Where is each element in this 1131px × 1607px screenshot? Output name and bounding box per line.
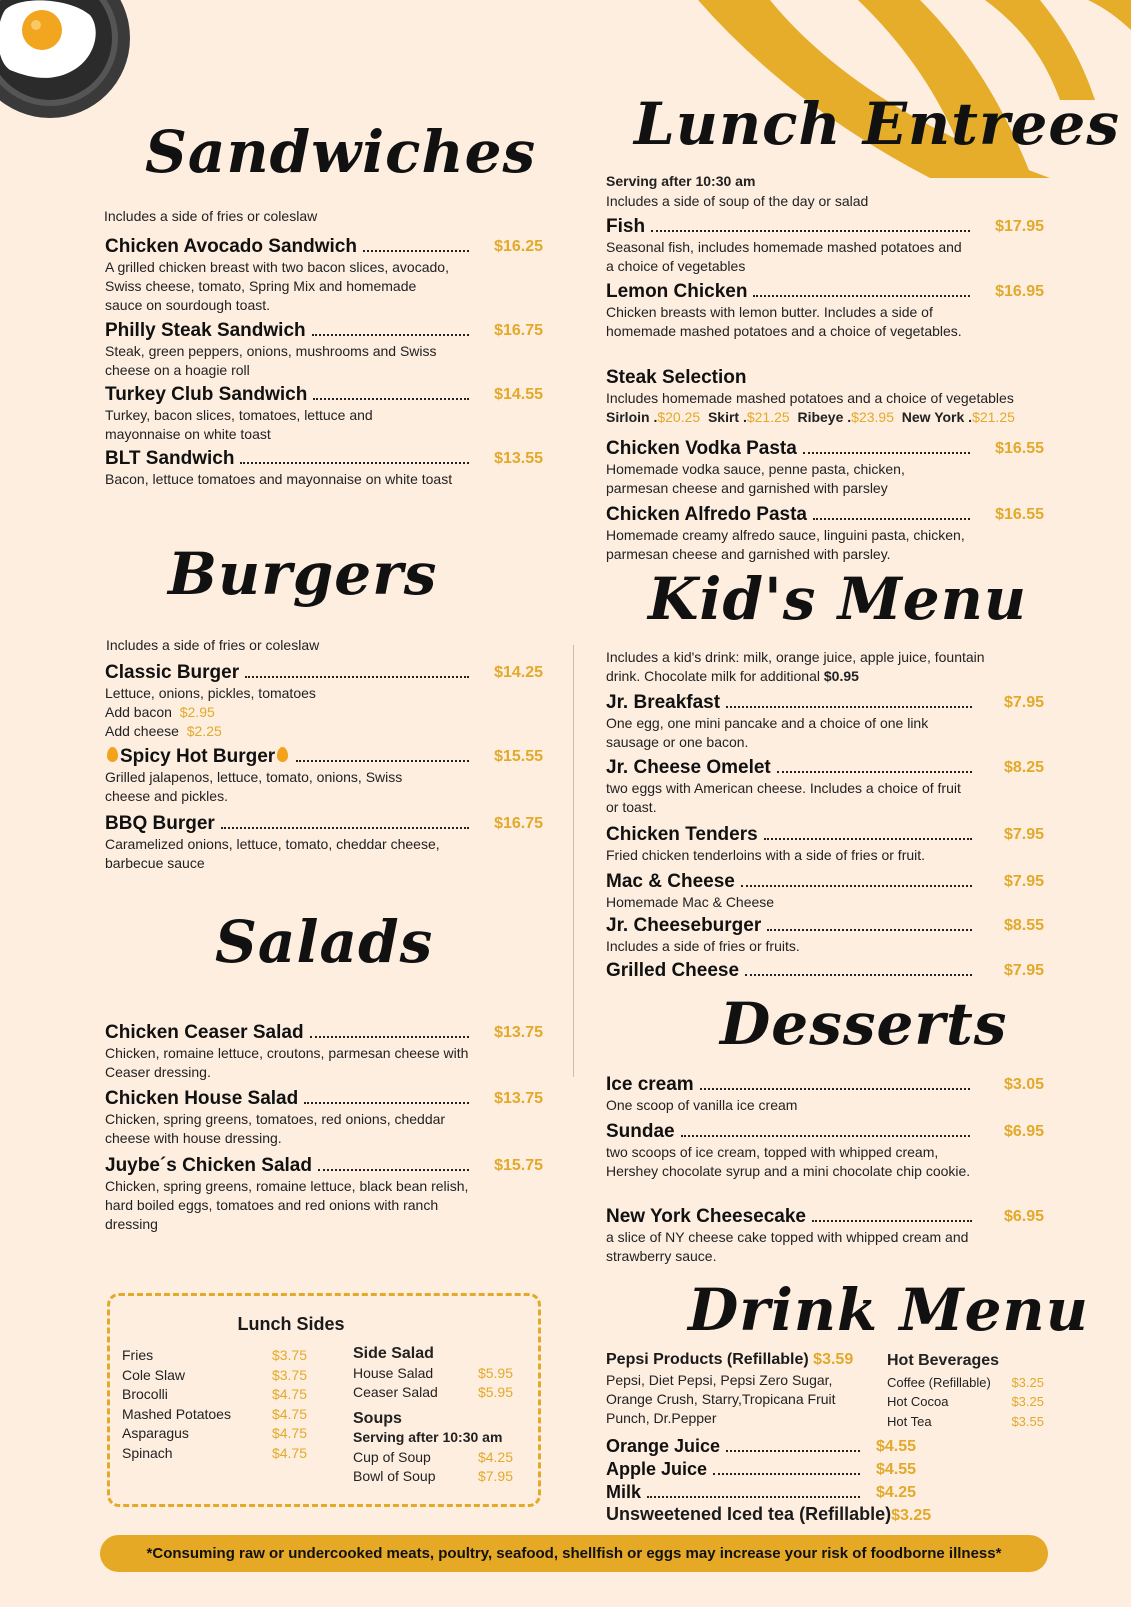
item-name: Chicken Vodka Pasta xyxy=(606,438,797,459)
item-price: $15.55 xyxy=(494,748,543,765)
soups-note: Serving after 10:30 am xyxy=(353,1429,503,1445)
item-description: Homemade vodka sauce, penne pasta, chicken, parmesan cheese and garnished with parsley xyxy=(606,461,905,496)
item-description: Chicken, romaine lettuce, croutons, parmesan cheese with Ceaser dressing. xyxy=(105,1045,469,1080)
item-price: $15.75 xyxy=(494,1157,543,1174)
column-divider xyxy=(573,645,574,1077)
item-price: $13.55 xyxy=(494,450,543,467)
item-name: Sundae xyxy=(606,1121,675,1142)
item-price: $4.55 xyxy=(875,1438,916,1455)
item-name: BBQ Burger xyxy=(105,813,215,834)
menu-item xyxy=(105,448,543,489)
flame-icon xyxy=(277,747,288,762)
item-description: Bacon, lettuce tomatoes and mayonnaise on white toast xyxy=(105,471,453,487)
item-price: $4.25 xyxy=(875,1484,916,1501)
sides-list xyxy=(122,1346,307,1463)
menu-item xyxy=(606,1436,936,1457)
desserts-title: Desserts xyxy=(720,990,1008,1058)
item-name: Jr. Breakfast xyxy=(606,692,721,713)
item-description: One egg, one mini pancake and a choice of one link sausage or one bacon. xyxy=(606,715,929,750)
item-name: Grilled Cheese xyxy=(606,960,740,981)
item-name: Jr. Cheese Omelet xyxy=(606,757,771,778)
item-description: Includes homemade mashed potatoes and a choice of vegetables xyxy=(606,390,1014,406)
item-name: Pepsi Products (Refillable) xyxy=(606,1351,809,1368)
side-row: Cole Slaw $3.75 xyxy=(122,1366,307,1383)
kids-menu-title: Kid's Menu xyxy=(648,565,1028,633)
item-description: Turkey, bacon slices, tomatoes, lettuce and mayonnaise on white toast xyxy=(105,407,373,442)
drink-row: Coffee (Refillable) $3.25 xyxy=(887,1374,1044,1390)
item-description: Includes a side of fries or fruits. xyxy=(606,938,800,954)
item-price: $3.05 xyxy=(1003,1076,1044,1093)
menu-item xyxy=(105,662,543,741)
menu-item xyxy=(606,1074,1044,1115)
item-price: $13.75 xyxy=(494,1090,543,1107)
item-name: Mac & Cheese xyxy=(606,871,735,892)
side-row: Brocolli $4.75 xyxy=(122,1386,307,1402)
side-row: Bowl of Soup $7.95 xyxy=(353,1468,513,1484)
menu-item xyxy=(105,1022,543,1082)
item-price: $3.59 xyxy=(813,1351,854,1368)
side-row: Asparagus $4.75 xyxy=(122,1425,307,1441)
pepsi-products xyxy=(606,1351,876,1428)
item-price: $8.25 xyxy=(1003,759,1044,776)
steak-cuts: Sirloin .$20.25 Skirt .$21.25 Ribeye .$23.95 New York .$21.25 xyxy=(606,409,1015,425)
addon-row: Add bacon $2.95 xyxy=(105,704,215,720)
menu-item xyxy=(105,236,543,315)
menu-item xyxy=(606,871,1044,912)
item-description: two eggs with American cheese. Includes a choice of fruit or toast. xyxy=(606,780,961,815)
item-description: Seasonal fish, includes homemade mashed potatoes and a choice of vegetables xyxy=(606,239,962,274)
foodborne-illness-warning: *Consuming raw or undercooked meats, poultry, seafood, shellfish or eggs may increase your risk of foodborne illness* xyxy=(100,1535,1048,1572)
menu-item xyxy=(105,1155,543,1234)
item-description: Chicken breasts with lemon butter. Includes a side of homemade mashed potatoes and a choice of vegetables. xyxy=(606,304,962,339)
item-price: $16.55 xyxy=(995,440,1044,457)
menu-item xyxy=(606,824,1044,865)
menu-item xyxy=(606,504,1044,564)
item-name: New York Cheesecake xyxy=(606,1206,806,1227)
item-price: $8.55 xyxy=(1003,917,1044,934)
item-name: Apple Juice xyxy=(606,1459,708,1479)
menu-item xyxy=(606,692,1044,752)
sandwiches-note: Includes a side of fries or coleslaw xyxy=(104,208,318,224)
menu-item xyxy=(606,1121,1044,1181)
menu-item xyxy=(105,746,543,806)
item-description: Fried chicken tenderloins with a side of fries or fruit. xyxy=(606,847,926,863)
item-price: $16.75 xyxy=(494,322,543,339)
item-name: BLT Sandwich xyxy=(105,448,235,469)
iced-tea xyxy=(606,1504,931,1525)
fried-egg-skillet-icon xyxy=(0,0,135,125)
item-description: Pepsi, Diet Pepsi, Pepsi Zero Sugar, Orange Crush, Starry,Tropicana Fruit Punch, Dr.Pepper xyxy=(606,1372,836,1426)
side-row: Cup of Soup $4.25 xyxy=(353,1448,513,1465)
item-price: $6.95 xyxy=(1003,1123,1044,1140)
item-name: Philly Steak Sandwich xyxy=(105,320,306,341)
item-name: Chicken Alfredo Pasta xyxy=(606,504,807,525)
menu-item xyxy=(606,757,1044,817)
soups-title: Soups xyxy=(353,1409,402,1427)
menu-item xyxy=(105,813,543,873)
item-name: Jr. Cheeseburger xyxy=(606,915,762,936)
side-salad-title: Side Salad xyxy=(353,1345,434,1362)
burgers-note: Includes a side of fries or coleslaw xyxy=(106,637,320,653)
lunch-sides-title: Lunch Sides xyxy=(237,1314,345,1334)
menu-item xyxy=(606,438,1044,498)
menu-item xyxy=(606,1206,1044,1266)
item-name: Milk xyxy=(606,1482,642,1502)
drink-row: Hot Cocoa $3.25 xyxy=(887,1394,1044,1409)
menu-item xyxy=(606,1459,936,1480)
item-name: Ice cream xyxy=(606,1074,694,1095)
item-price: $16.55 xyxy=(995,506,1044,523)
menu-item xyxy=(606,1482,936,1503)
item-name: Spicy Hot Burger xyxy=(120,746,276,767)
menu-item xyxy=(606,960,1044,982)
menu-item xyxy=(606,281,1044,341)
item-description: Homemade Mac & Cheese xyxy=(606,894,775,910)
item-description: Chicken, spring greens, romaine lettuce, black bean relish, hard boiled eggs, tomatoes and red onions with ranch dressing xyxy=(105,1178,469,1232)
hot-beverages xyxy=(887,1351,1044,1431)
item-price: $7.95 xyxy=(1003,873,1044,890)
addon-row: Add cheese $2.25 xyxy=(105,723,222,739)
hot-beverages-title: Hot Beverages xyxy=(887,1352,1000,1369)
item-description: Chicken, spring greens, tomatoes, red onions, cheddar cheese with house dressing. xyxy=(105,1111,446,1146)
item-price: $14.55 xyxy=(494,386,543,403)
item-name: Lemon Chicken xyxy=(606,281,748,302)
item-name: Fish xyxy=(606,216,646,237)
item-name: Chicken Ceaser Salad xyxy=(105,1022,304,1043)
sandwiches-title: Sandwiches xyxy=(145,118,537,186)
item-description: Homemade creamy alfredo sauce, linguini pasta, chicken, parmesan cheese and garnished with parsley. xyxy=(606,527,965,562)
item-price: $16.75 xyxy=(494,815,543,832)
menu-item xyxy=(105,320,543,380)
drink-menu-title: Drink Menu xyxy=(688,1276,1089,1344)
item-name: Juybe´s Chicken Salad xyxy=(105,1155,312,1176)
side-salad-list xyxy=(353,1344,513,1487)
item-name: Chicken Tenders xyxy=(606,824,758,845)
item-name: Turkey Club Sandwich xyxy=(105,384,308,405)
item-name: Orange Juice xyxy=(606,1436,721,1456)
item-name: Chicken House Salad xyxy=(105,1088,299,1109)
item-price: $13.75 xyxy=(494,1024,543,1041)
lunch-sides-box xyxy=(107,1293,541,1507)
item-price: $16.25 xyxy=(494,238,543,255)
lunch-entrees-title: Lunch Entrees xyxy=(634,90,1120,158)
item-price: $7.95 xyxy=(1003,694,1044,711)
item-name: Unsweetened Iced tea (Refillable) xyxy=(606,1504,892,1524)
side-row: Spinach $4.75 xyxy=(122,1444,307,1461)
menu-item xyxy=(606,915,1044,956)
item-description: Caramelized onions, lettuce, tomato, cheddar cheese, barbecue sauce xyxy=(105,836,440,871)
item-price: $16.95 xyxy=(995,283,1044,300)
salads-title: Salads xyxy=(215,908,434,976)
drink-row: Hot Tea $3.55 xyxy=(887,1413,1044,1429)
item-price: $7.95 xyxy=(1003,962,1044,979)
menu-item xyxy=(105,1088,543,1148)
item-name: Steak Selection xyxy=(606,367,747,388)
menu-item xyxy=(105,384,543,444)
item-name: Classic Burger xyxy=(105,662,240,683)
entrees-note-serving: Serving after 10:30 am xyxy=(606,173,756,189)
item-description: Grilled jalapenos, lettuce, tomato, onions, Swiss cheese and pickles. xyxy=(105,769,403,804)
item-price: $14.25 xyxy=(494,664,543,681)
menu-item xyxy=(606,216,1044,276)
item-description: One scoop of vanilla ice cream xyxy=(606,1097,798,1113)
side-row: Fries $3.75 xyxy=(122,1347,307,1363)
side-row: Mashed Potatoes $4.75 xyxy=(122,1405,307,1422)
item-price: $6.95 xyxy=(1003,1208,1044,1225)
item-description: A grilled chicken breast with two bacon slices, avocado, Swiss cheese, tomato, Spring Mix and homemade sauce on sourdough toast. xyxy=(105,259,449,313)
side-row: Ceaser Salad $5.95 xyxy=(353,1384,513,1400)
item-name: Chicken Avocado Sandwich xyxy=(105,236,357,257)
item-description: two scoops of ice cream, topped with whipped cream, Hershey chocolate syrup and a mini chocolate chip cookie. xyxy=(606,1144,971,1179)
steak-selection xyxy=(606,367,1044,427)
side-row: House Salad $5.95 xyxy=(353,1364,513,1381)
item-price: $17.95 xyxy=(995,218,1044,235)
item-description: Steak, green peppers, onions, mushrooms and Swiss cheese on a hoagie roll xyxy=(105,343,437,378)
item-price: $7.95 xyxy=(1003,826,1044,843)
item-description: a slice of NY cheese cake topped with whipped cream and strawberry sauce. xyxy=(606,1229,969,1264)
flame-icon xyxy=(107,747,118,762)
kids-note: Includes a kid's drink: milk, orange juice, apple juice, fountain drink. Chocolate milk for additional $0.95 xyxy=(606,649,985,684)
item-price: $4.55 xyxy=(875,1461,916,1478)
item-price: $3.25 xyxy=(891,1507,932,1524)
entrees-note-side: Includes a side of soup of the day or salad xyxy=(606,193,869,209)
burgers-title: Burgers xyxy=(168,540,438,608)
item-description: Lettuce, onions, pickles, tomatoes xyxy=(105,685,316,701)
